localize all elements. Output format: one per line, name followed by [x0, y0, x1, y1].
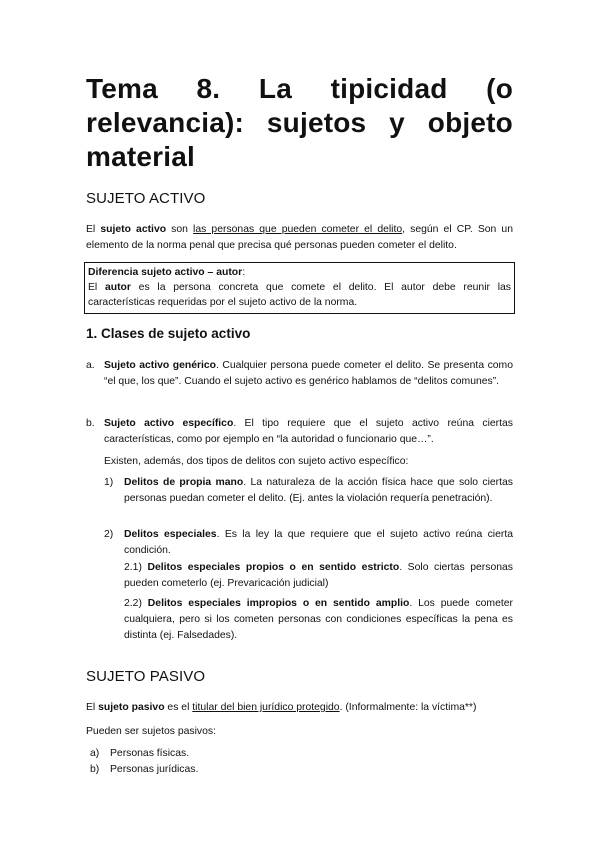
pasivo-post: . (Informalmente: la víctima**): [339, 702, 477, 713]
intro-pre: El: [86, 224, 101, 235]
sub21-bold: Delitos especiales propios o en sentido estricto: [147, 562, 400, 573]
sub22-body: . Los puede cometer cualquiera, pero si los cometen personas con condiciones específicas la pena es distinta (ej. Falsedades).: [124, 598, 513, 641]
difference-box-body: [88, 280, 511, 310]
pasivo-bold: sujeto pasivo: [98, 702, 165, 713]
sub22-text: [124, 596, 513, 644]
sujeto-pasivo-intro: [86, 700, 513, 716]
box-title-text: Diferencia sujeto activo – autor: [88, 267, 243, 278]
sub2-bold: Delitos especiales: [124, 529, 217, 540]
pasivo-list-marker-b: b): [90, 764, 100, 775]
sub1-bold: Delitos de propia mano: [124, 477, 244, 488]
pasivo-list-item-b: Personas jurídicas.: [110, 764, 199, 775]
box-title-colon: :: [242, 267, 246, 278]
item-b-marker: b.: [86, 418, 95, 429]
item-b-body: . El tipo requiere que el sujeto activo reúna ciertas características, como por ejemplo en “la autoridad o funcionario que…”.: [104, 418, 513, 445]
pasivo-list-marker-a: a): [90, 748, 100, 759]
intro-underline: las personas que pueden cometer el delito: [193, 224, 403, 235]
difference-box: [84, 262, 515, 314]
pasivo-underline: titular del bien jurídico protegido: [192, 702, 340, 713]
sub1-text: [124, 475, 513, 507]
sub2-marker: 2): [104, 529, 114, 540]
pasivo-list-item-a: Personas físicas.: [110, 748, 190, 759]
box-line-post: es la persona concreta que comete el delito. El autor debe reunir las características requeridas por el sujeto activo de la norma.: [88, 282, 511, 308]
sub21-num: 2.1): [124, 562, 148, 573]
item-a-text: [104, 358, 513, 390]
box-line-pre: El: [88, 282, 105, 293]
sub1-marker: 1): [104, 477, 114, 488]
sub2-text: [124, 527, 513, 559]
sujeto-pasivo-list-intro: Pueden ser sujetos pasivos:: [86, 726, 216, 737]
difference-box-title: [88, 265, 511, 280]
pasivo-pre: El: [86, 702, 99, 713]
sujeto-activo-intro: [86, 222, 513, 254]
sub22-bold: Delitos especiales impropios o en sentido amplio: [147, 598, 410, 609]
item-a-bold: Sujeto activo genérico: [104, 360, 217, 371]
intro-mid: son: [166, 224, 194, 235]
section-heading-sujeto-activo: SUJETO ACTIVO: [86, 190, 206, 207]
sub21-body: . Solo ciertas personas pueden cometerlo (ej. Prevaricación judicial): [124, 562, 513, 589]
sub2-body: . Es la ley la que requiere que el sujeto activo reúna cierta condición.: [124, 529, 513, 556]
item-b-extra: Existen, además, dos tipos de delitos con sujeto activo específico:: [104, 456, 409, 467]
sub22-num: 2.2): [124, 598, 148, 609]
item-b-bold: Sujeto activo específico: [104, 418, 234, 429]
page-title: Tema 8. La tipicidad (o relevancia): sujetos y objeto material: [86, 73, 513, 172]
sub1-body: . La naturaleza de la acción física hace que solo ciertas personas puedan cometer el delito. (Ej. antes la violación requería penetración).: [124, 477, 513, 504]
section-heading-sujeto-pasivo: SUJETO PASIVO: [86, 668, 206, 685]
box-line-bold: autor: [104, 282, 131, 293]
item-a-body: . Cualquier persona puede cometer el delito. Se presenta como “el que, los que”. Cuando el sujeto activo es genérico hablamos de “delitos comunes”.: [104, 360, 513, 387]
clases-heading: 1. Clases de sujeto activo: [86, 326, 251, 341]
item-a-marker: a.: [86, 360, 95, 371]
sub21-text: [124, 560, 513, 592]
item-b-text: [104, 416, 513, 448]
intro-post: , según el CP. Son un elemento de la norma penal que precisa qué personas pueden cometer el delito.: [86, 224, 513, 251]
pasivo-mid: es el: [164, 702, 193, 713]
intro-bold-term: sujeto activo: [100, 224, 167, 235]
